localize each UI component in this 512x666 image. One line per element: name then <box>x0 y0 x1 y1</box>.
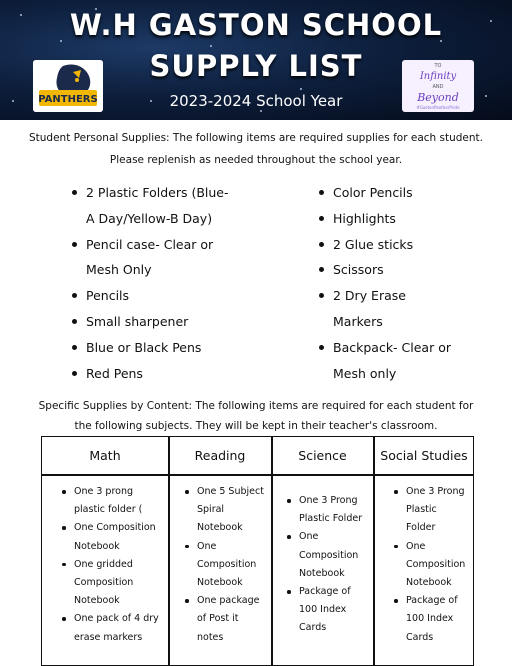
item-text: Composition <box>406 558 466 570</box>
intro-text <box>20 127 492 171</box>
bullet-icon <box>72 190 77 195</box>
item-text: Small sharpener <box>86 313 189 329</box>
item-text: Package of <box>299 586 351 598</box>
item-text: A Day/Yellow-B Day) <box>86 210 213 226</box>
supply-item <box>317 257 487 283</box>
item-text: Red Pens <box>86 365 143 381</box>
item-text: Cards <box>406 631 434 643</box>
math-item <box>60 556 168 574</box>
bullet-icon <box>319 242 324 247</box>
bullet-icon <box>62 617 66 621</box>
reading-item-continued <box>183 556 271 574</box>
science-supplies <box>285 492 373 638</box>
item-text: Plastic Folder <box>299 513 363 525</box>
item-text: Plastic <box>406 504 437 516</box>
item-text: One <box>406 540 426 552</box>
item-text: Composition <box>74 577 134 589</box>
bullet-icon <box>62 526 66 530</box>
reading-item-continued <box>183 574 271 592</box>
math-item-continued <box>60 592 168 610</box>
bullet-icon <box>319 190 324 195</box>
bullet-icon <box>319 293 324 298</box>
bullet-icon <box>185 490 189 494</box>
supply-item <box>70 361 250 387</box>
bullet-icon <box>287 590 291 594</box>
item-text: Cards <box>299 622 327 634</box>
math-item-continued <box>60 629 168 647</box>
reading-supplies <box>183 483 271 647</box>
school-year: 2023-2024 School Year <box>169 92 343 110</box>
supply-item <box>317 335 487 361</box>
social-studies-item-continued <box>392 556 474 574</box>
item-text: Backpack- Clear or <box>333 339 451 355</box>
social-studies-item <box>392 483 474 501</box>
header-reading: Reading <box>194 448 246 463</box>
bullet-icon <box>62 490 66 494</box>
bullet-icon <box>319 267 324 272</box>
reading-item-continued <box>183 501 271 519</box>
reading-item <box>183 483 271 501</box>
logo-infinity-text: Infinity <box>419 71 457 82</box>
header-banner <box>0 0 512 120</box>
supply-item <box>70 283 250 309</box>
social-studies-item-continued <box>392 519 474 537</box>
item-text: Pencil case- Clear or <box>86 236 214 252</box>
header-science: Science <box>298 448 347 463</box>
math-item-continued <box>60 538 168 556</box>
bullet-icon <box>287 535 291 539</box>
personal-supplies-right <box>317 180 487 386</box>
logo-and-text: AND <box>432 84 444 90</box>
supply-item <box>317 283 487 309</box>
item-text: One gridded <box>74 558 133 570</box>
logo-left-text: PANTHERS <box>38 94 98 105</box>
item-text: Composition <box>299 549 359 561</box>
science-item-continued <box>285 547 373 565</box>
personal-supplies-left <box>70 180 250 386</box>
specific-line-2: the following subjects. They will be kept in their teacher's classroom. <box>74 420 438 432</box>
bullet-icon <box>319 345 324 350</box>
reading-item <box>183 592 271 610</box>
bullet-icon <box>287 499 291 503</box>
item-text: Color Pencils <box>333 185 413 200</box>
item-text: 2 Plastic Folders (Blue- <box>86 185 229 200</box>
bullet-icon <box>72 371 77 376</box>
supply-item <box>70 335 250 361</box>
header-social-studies: Social Studies <box>380 448 468 463</box>
supply-item <box>70 180 250 206</box>
math-item <box>60 610 168 628</box>
math-item-continued <box>60 574 168 592</box>
bullet-icon <box>62 563 66 567</box>
item-text: Spiral <box>197 504 225 516</box>
social-studies-item-continued <box>392 610 474 628</box>
logo-beyond-text: Beyond <box>417 91 459 104</box>
supply-item-continued <box>317 309 487 335</box>
item-text: One package <box>197 595 260 607</box>
supply-item <box>70 232 250 258</box>
science-item-continued <box>285 601 373 619</box>
supply-item <box>317 180 487 206</box>
supply-item <box>317 232 487 258</box>
item-text: of Post it <box>197 613 239 625</box>
science-item <box>285 583 373 601</box>
item-text: Markers <box>333 313 383 329</box>
social-studies-supplies <box>392 483 474 647</box>
item-text: 2 Dry Erase <box>333 288 406 304</box>
item-text: 100 Index <box>406 613 454 625</box>
bullet-icon <box>394 490 398 494</box>
math-item <box>60 483 168 501</box>
bullet-icon <box>394 545 398 549</box>
bullet-icon <box>72 345 77 350</box>
social-studies-item <box>392 592 474 610</box>
header-math: Math <box>89 448 121 463</box>
science-item-continued <box>285 619 373 637</box>
item-text: One 3 prong <box>74 486 134 497</box>
item-text: Notebook <box>299 567 345 579</box>
supply-item-continued <box>317 361 487 387</box>
item-text: erase markers <box>74 631 143 643</box>
intro-line-2: Please replenish as needed throughout the school year. <box>109 154 403 166</box>
reading-item <box>183 538 271 556</box>
logo-tag-text: #GastonPantherPride <box>416 105 460 110</box>
bullet-icon <box>394 599 398 603</box>
bullet-icon <box>72 293 77 298</box>
item-text: Notebook <box>197 577 243 589</box>
item-text: One pack of 4 dry <box>74 613 159 625</box>
reading-item-continued <box>183 629 271 647</box>
social-studies-item <box>392 538 474 556</box>
bullet-icon <box>319 216 324 221</box>
science-item-continued <box>285 565 373 583</box>
item-text: Highlights <box>333 210 396 226</box>
supply-item-continued <box>70 257 250 283</box>
bullet-icon <box>72 242 77 247</box>
item-text: One <box>299 531 319 543</box>
social-studies-item-continued <box>392 629 474 647</box>
supply-item <box>70 309 250 335</box>
item-text: One Composition <box>74 522 156 534</box>
item-text: One 5 Subject <box>197 486 264 497</box>
item-text: Mesh Only <box>86 262 152 278</box>
item-text: 2 Glue sticks <box>333 236 414 252</box>
item-text: Notebook <box>406 577 452 589</box>
item-text: Package of <box>406 595 458 607</box>
reading-item-continued <box>183 519 271 537</box>
panthers-logo <box>33 60 103 112</box>
specific-supplies-text <box>20 396 492 436</box>
item-text: Notebook <box>74 540 120 552</box>
item-text: Blue or Black Pens <box>86 339 202 355</box>
specific-line-1: Specific Supplies by Content: The following items are required for each student for <box>38 400 474 412</box>
science-item-continued <box>285 510 373 528</box>
item-text: Composition <box>197 558 257 570</box>
item-text: One 3 Prong <box>406 486 465 497</box>
intro-line-1: Student Personal Supplies: The following items are required supplies for each student. <box>29 132 483 144</box>
item-text: One <box>197 540 217 552</box>
bullet-icon <box>72 319 77 324</box>
science-item <box>285 528 373 546</box>
supply-item <box>317 206 487 232</box>
math-supplies <box>60 483 168 647</box>
item-text: One 3 Prong <box>299 495 358 506</box>
item-text: Notebook <box>74 595 120 607</box>
item-text: Pencils <box>86 288 130 304</box>
title-line-1: W.H GASTON SCHOOL <box>69 8 443 42</box>
content-supplies-table <box>41 436 474 666</box>
item-text: Notebook <box>197 522 243 534</box>
supply-item-continued <box>70 206 250 232</box>
title-line-2: SUPPLY LIST <box>149 49 363 83</box>
math-item-continued <box>60 501 168 519</box>
header-divider <box>42 474 473 476</box>
item-text: Mesh only <box>333 365 397 381</box>
social-studies-item-continued <box>392 501 474 519</box>
social-studies-item-continued <box>392 574 474 592</box>
science-item <box>285 492 373 510</box>
reading-item-continued <box>183 610 271 628</box>
item-text: plastic folder ( <box>74 504 143 516</box>
bullet-icon <box>185 599 189 603</box>
item-text: Folder <box>406 522 436 534</box>
infinity-beyond-logo <box>402 60 474 112</box>
bullet-icon <box>185 545 189 549</box>
item-text: 100 Index <box>299 604 347 616</box>
item-text: Scissors <box>333 262 384 278</box>
item-text: notes <box>197 631 224 643</box>
logo-to-text: TO <box>434 63 442 69</box>
math-item <box>60 519 168 537</box>
